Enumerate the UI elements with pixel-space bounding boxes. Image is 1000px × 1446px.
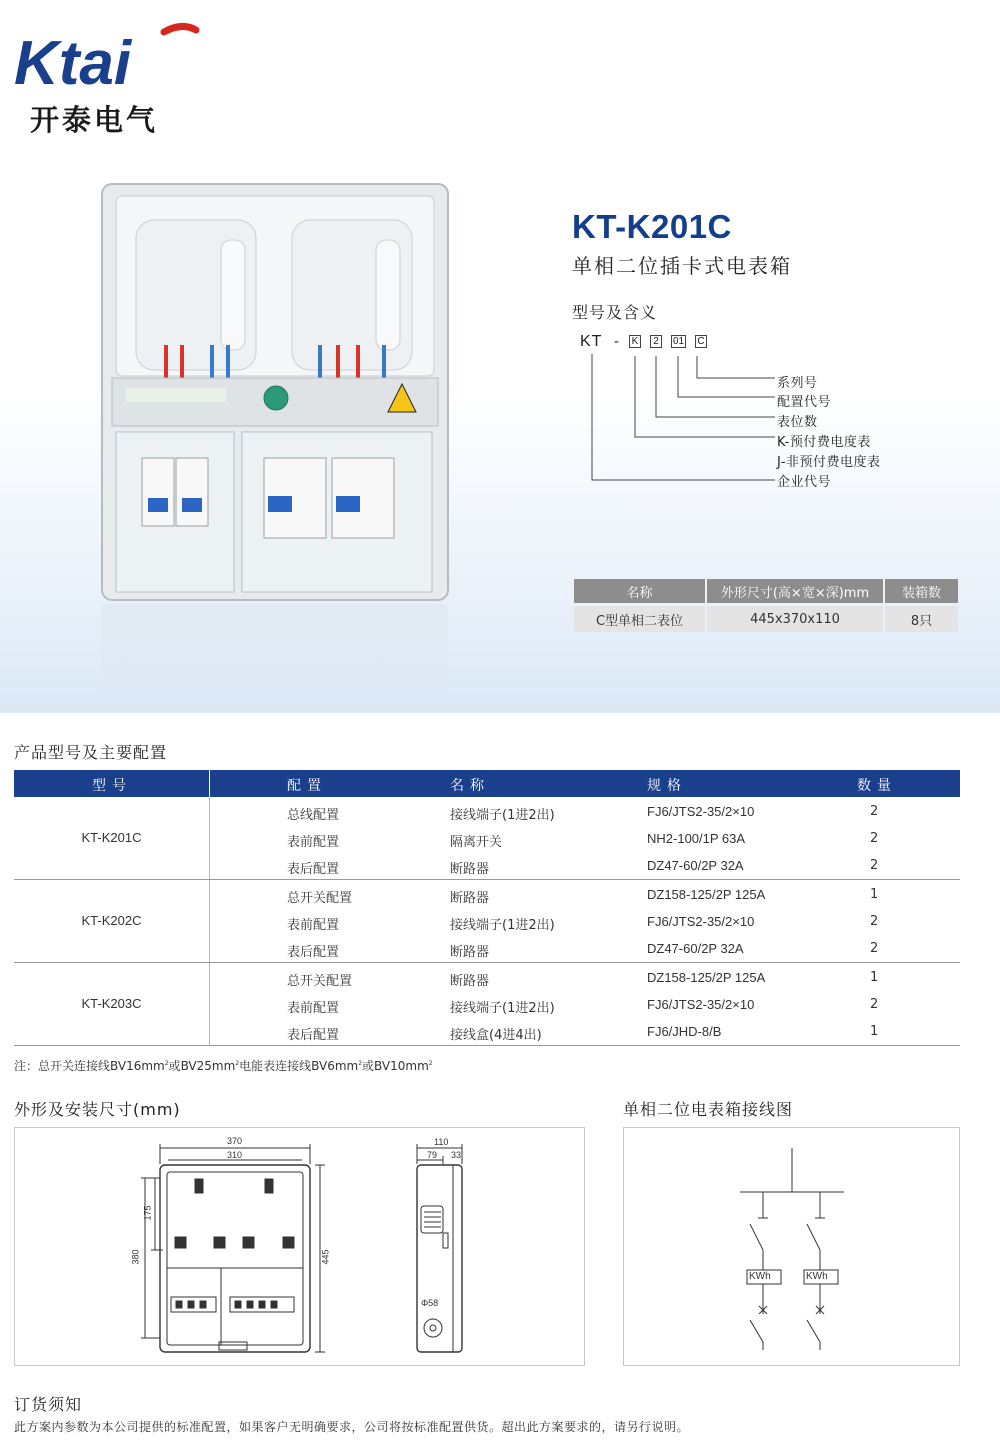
product-name: 单相二位插卡式电表箱 (572, 254, 792, 278)
config-header-name: 名称 (450, 778, 490, 794)
model-legend-lines (580, 340, 810, 490)
code-part-config: 01 (673, 336, 685, 347)
config-header-qty: 数量 (857, 778, 897, 794)
dim-width-outer: 370 (227, 1136, 243, 1146)
table-row: 表后配置 断路器 DZ47-60/2P 32A 2 (287, 858, 879, 877)
config-header-spec: 规格 (647, 778, 687, 794)
spec-header-size: 外形尺寸(高×宽×深)mm (707, 579, 883, 603)
spec-table (572, 576, 960, 635)
dim-height-upper: 175 (142, 1205, 153, 1221)
logo-swoosh (164, 26, 196, 32)
config-table (14, 770, 960, 1046)
spec-cell-qty: 8只 (885, 606, 958, 632)
dimension-drawing-svg (15, 1128, 586, 1367)
table-row: 总线配置 接线端子(1进2出) FJ6/JTS2-35/2×10 2 (287, 804, 879, 823)
spec-header-qty: 装箱数 (885, 579, 958, 603)
wiring-title: 单相二位电表箱接线图 (623, 1100, 794, 1119)
table-row: 总开关配置 断路器 DZ158-125/2P 125A 1 (287, 970, 879, 989)
meter-label-2: KWh (806, 1271, 828, 1282)
legend-company: 企业代号 (777, 475, 832, 490)
table-row: 表前配置 接线端子(1进2出) FJ6/JTS2-35/2×10 2 (287, 914, 879, 933)
dim-height-inner: 380 (130, 1249, 141, 1265)
config-model: KT-K202C (81, 913, 142, 928)
legend-positions: 表位数 (777, 415, 818, 430)
config-note: 注：总开关连接线$BV16mm^2$或$BV25mm^2$电能表连接线$BV6mm^2$或$BV10mm^2$ (14, 1059, 433, 1073)
logo-lettering: Ktai (14, 29, 132, 98)
config-table-header (14, 770, 960, 797)
model-meaning-title: 型号及含义 (572, 303, 658, 322)
dimensions-title: 外形及安装尺寸(mm) (14, 1100, 181, 1119)
dim-depth: 110 (434, 1137, 449, 1147)
dim-depth-b: 33 (451, 1150, 462, 1160)
config-group-k201c (14, 797, 960, 880)
hero-section (0, 0, 1000, 713)
code-part-kt: KT (580, 333, 603, 350)
table-row: 表前配置 隔离开关 NH2-100/1P 63A 2 (287, 831, 879, 850)
config-header-model: 型号 (92, 778, 132, 794)
wiring-diagram-svg (624, 1128, 961, 1367)
code-part-type: K (629, 335, 641, 348)
legend-non-prepaid: J-非预付费电度表 (777, 455, 881, 470)
brand-cn-name: 开泰电气 (30, 103, 159, 137)
config-group-k202c (14, 880, 960, 963)
product-photo (96, 180, 456, 710)
config-header-config: 配置 (287, 778, 327, 794)
legend-series: 系列号 (777, 376, 818, 391)
dim-width-inner: 310 (227, 1150, 243, 1160)
meter-label-1: KWh (749, 1271, 771, 1282)
wiring-diagram (623, 1127, 960, 1366)
code-part-positions: 2 (650, 335, 662, 348)
config-group-k203c (14, 963, 960, 1046)
config-title: 产品型号及主要配置 (14, 743, 168, 762)
spec-header-name: 名称 (574, 579, 705, 603)
product-code: KT-K201C (572, 208, 732, 245)
dim-height-outer: 445 (320, 1249, 331, 1265)
table-row: 表前配置 接线端子(1进2出) FJ6/JTS2-35/2×10 2 (287, 997, 879, 1016)
legend-config: 配置代号 (777, 395, 832, 410)
config-model: KT-K203C (81, 996, 142, 1011)
code-part-dash: - (614, 333, 619, 350)
spec-cell-name: C型单相二表位 (574, 606, 705, 632)
dimension-drawing (14, 1127, 585, 1366)
order-notes-title: 订货须知 (14, 1395, 83, 1414)
table-row: 表后配置 断路器 DZ47-60/2P 32A 2 (287, 941, 879, 960)
order-notes-text: 此方案内参数为本公司提供的标准配置，如果客户无明确要求，公司将按标准配置供货。超出此方案要求的，请另行说明。 (14, 1420, 690, 1434)
dim-hole: Φ58 (421, 1298, 439, 1308)
dim-depth-a: 79 (427, 1150, 438, 1160)
spec-cell-size: 445x370x110 (707, 606, 883, 632)
legend-prepaid: K-预付费电度表 (777, 435, 871, 450)
code-part-series: C (695, 335, 707, 348)
config-model: KT-K201C (81, 830, 142, 845)
table-row: 总开关配置 断路器 DZ158-125/2P 125A 1 (287, 887, 879, 906)
table-row: 表后配置 接线盒(4进4出) FJ6/JHD-8/B 1 (287, 1024, 879, 1043)
